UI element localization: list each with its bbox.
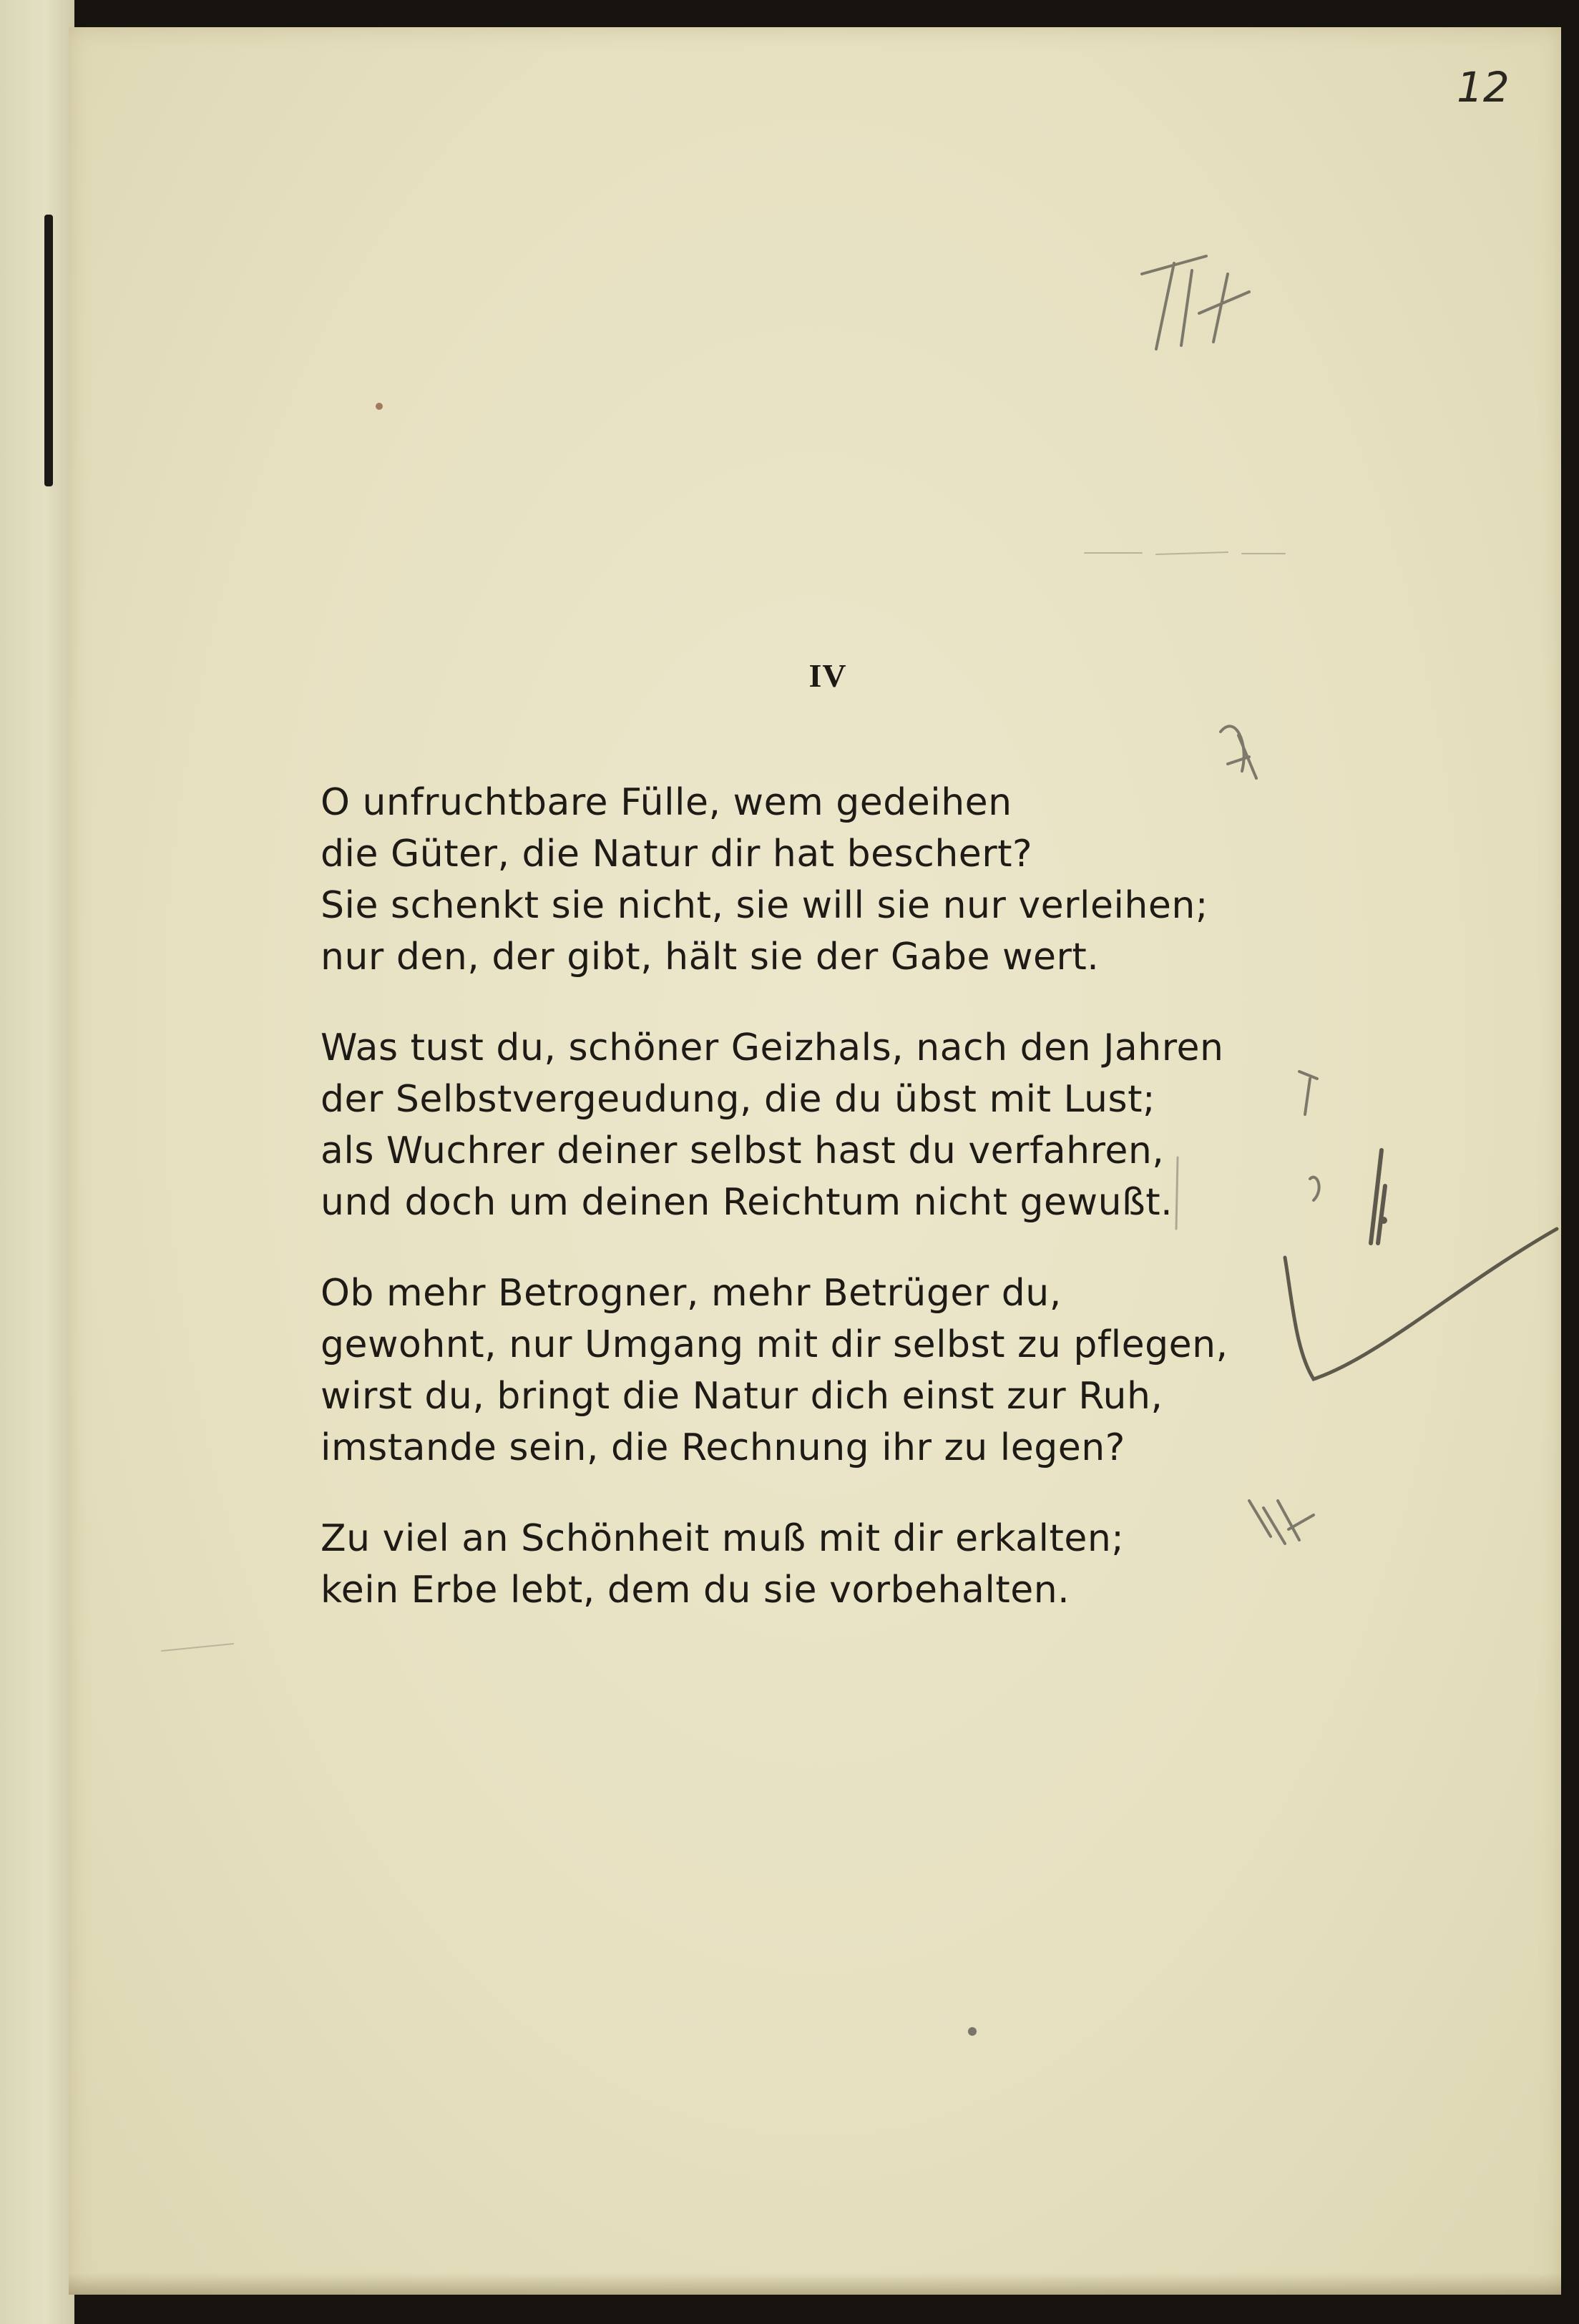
- ink-dot-bottom: [968, 2027, 977, 2036]
- ink-dot-top: [376, 403, 383, 410]
- pencil-scribble-top: [1142, 256, 1249, 349]
- verse-line: der Selbstvergeudung, die du übst mit Lust;: [321, 1078, 1155, 1121]
- sonnet-text: [321, 777, 1336, 1655]
- verse-line: O unfruchtbare Fülle, wem gedeihen: [321, 781, 1012, 824]
- pencil-smudge-left: [162, 1644, 233, 1651]
- verse-line: als Wuchrer deiner selbst hast du verfahren,: [321, 1129, 1165, 1172]
- facing-page-edge: [0, 0, 74, 2324]
- verse-line: Zu viel an Schönheit muß mit dir erkalten;: [321, 1517, 1125, 1560]
- stanza-1: [321, 777, 1336, 983]
- section-numeral: IV: [808, 657, 847, 694]
- page-number-handwritten: 12: [1457, 63, 1510, 112]
- verse-line: gewohnt, nur Umgang mit dir selbst zu pflegen,: [321, 1323, 1228, 1366]
- stanza-3: [321, 1268, 1336, 1474]
- pencil-dashes-top: [1085, 552, 1285, 554]
- book-page: [69, 27, 1561, 2295]
- stanza-2: [321, 1022, 1336, 1228]
- section-heading: [69, 657, 1561, 695]
- verse-line: nur den, der gibt, hält sie der Gabe wert.: [321, 936, 1100, 979]
- verse-line: die Güter, die Natur dir hat beschert?: [321, 833, 1033, 876]
- page-bottom-shadow: [69, 2273, 1561, 2295]
- pencil-exclamation-dot: [1380, 1217, 1387, 1224]
- stanza-4: [321, 1513, 1336, 1616]
- verse-line: Ob mehr Betrogner, mehr Betrüger du,: [321, 1272, 1062, 1315]
- verse-line: und doch um deinen Reichtum nicht gewußt.: [321, 1181, 1173, 1224]
- verse-line: Sie schenkt sie nicht, sie will sie nur verleihen;: [321, 884, 1208, 927]
- verse-line: imstande sein, die Rechnung ihr zu legen?: [321, 1426, 1125, 1469]
- verse-line: Was tust du, schöner Geizhals, nach den Jahren: [321, 1026, 1224, 1069]
- pencil-scribble-stanza1: [1221, 726, 1256, 778]
- verse-line: wirst du, bringt die Natur dich einst zur Ruh,: [321, 1375, 1163, 1418]
- binding-shadow: [44, 215, 53, 486]
- verse-line: kein Erbe lebt, dem du sie vorbehalten.: [321, 1569, 1070, 1612]
- pencil-exclamation: [1371, 1150, 1385, 1243]
